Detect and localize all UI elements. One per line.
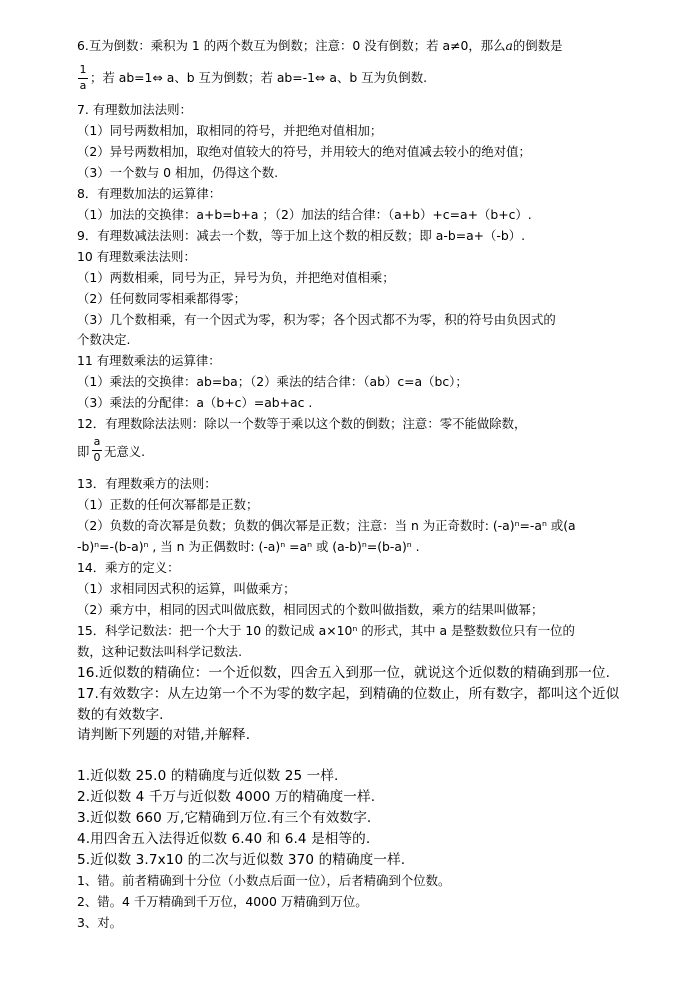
text-run: 即 bbox=[77, 444, 90, 459]
text-line: 个数决定. bbox=[77, 332, 131, 347]
question-1: 1.近似数 25.0 的精确度与近似数 25 一样. bbox=[77, 768, 339, 784]
text-line: （1）乘法的交换律：ab=ba；（2）乘法的结合律：（ab）c=a（bc）； bbox=[77, 374, 468, 389]
exercise-instruction: 请判断下列题的对错,并解释. bbox=[77, 727, 251, 743]
fraction-numerator: 1 bbox=[79, 63, 87, 76]
heading-division-rule: 12．有理数除法法则：除以一个数等于乘以这个数的倒数；注意：零不能做除数， bbox=[77, 416, 527, 431]
text-line: （1）加法的交换律：a+b=b+a ；（2）加法的结合律：（a+b）+c=a+（b+c）. bbox=[77, 207, 532, 222]
text-line: （1）求相同因式积的运算，叫做乘方； bbox=[77, 581, 296, 596]
answer-1: 1、错。前者精确到十分位（小数点后面一位），后者精确到个位数。 bbox=[77, 873, 451, 888]
variable-a: a bbox=[505, 38, 513, 53]
answer-3: 3、对。 bbox=[77, 915, 123, 930]
text-run: 无意义. bbox=[104, 444, 146, 459]
text-line: （1）正数的任何次幂都是正数； bbox=[77, 497, 259, 512]
heading-addition-rule: 7. 有理数加法法则： bbox=[77, 102, 192, 117]
text-line-reciprocal bbox=[77, 37, 562, 55]
text-line: （1）同号两数相加，取相同的符号，并把绝对值相加； bbox=[77, 123, 383, 138]
heading-scientific-notation: 15．科学记数法：把一个大于 10 的数记成 a×10ⁿ 的形式，其中 a 是整数数位只有一位的 bbox=[77, 623, 575, 638]
text-line: （2）异号两数相加，取绝对值较大的符号，并用较大的绝对值减去较小的绝对值； bbox=[77, 144, 531, 159]
question-2: 2.近似数 4 千万与近似数 4000 万的精确度一样. bbox=[77, 789, 376, 805]
answer-2: 2、错。4 千万精确到千万位，4000 万精确到万位。 bbox=[77, 894, 368, 909]
text-line: （3）一个数与 0 相加，仍得这个数. bbox=[77, 165, 279, 180]
text-line: （3）几个数相乘，有一个因式为零，积为零；各个因式都不为零，积的符号由负因式的 bbox=[77, 312, 556, 327]
heading-subtraction-rule: 9．有理数减法法则：减去一个数，等于加上这个数的相反数；即 a-b=a+（-b）. bbox=[77, 228, 526, 243]
heading-power-definition: 14．乘方的定义： bbox=[77, 560, 180, 575]
text-line: （2）负数的奇次幂是负数；负数的偶次幂是正数；注意：当 n 为正奇数时: (-a)ⁿ=-aⁿ 或(a bbox=[77, 518, 576, 533]
text-line: （2）任何数同零相乘都得零； bbox=[77, 291, 246, 306]
heading-significant-figures: 17.有效数字：从左边第一个不为零的数字起，到精确的位数止，所有数字，都叫这个近似 bbox=[77, 686, 620, 702]
text-line: 数，这种记数法叫科学记数法. bbox=[77, 644, 243, 659]
heading-power-rule: 13．有理数乘方的法则： bbox=[77, 476, 217, 491]
text-line: 数的有效数字. bbox=[77, 707, 164, 723]
text-line: （2）乘方中，相同的因式叫做底数，相同因式的个数叫做指数，乘方的结果叫做幂； bbox=[77, 602, 544, 617]
text-run: 6.互为倒数：乘积为 1 的两个数互为倒数；注意：0 没有倒数；若 a≠0，那么 bbox=[77, 38, 506, 53]
heading-multiplication-laws: 11 有理数乘法的运算律： bbox=[77, 353, 221, 368]
heading-multiplication-rule: 10 有理数乘法法则： bbox=[77, 249, 196, 264]
text-run: 的倒数是 bbox=[512, 38, 563, 53]
fraction-numerator: a bbox=[93, 435, 101, 448]
text-line: （3）乘法的分配律：a（b+c）=ab+ac . bbox=[77, 395, 313, 410]
question-4: 4.用四舍五入法得近似数 6.40 和 6.4 是相等的. bbox=[77, 831, 371, 847]
text-line: ；若 ab=1⇔ a、b 互为倒数；若 ab=-1⇔ a、b 互为负倒数. bbox=[90, 70, 428, 85]
fraction-denominator: 0 bbox=[93, 451, 101, 464]
heading-addition-laws: 8．有理数加法的运算律： bbox=[77, 186, 222, 201]
question-5: 5.近似数 3.7x10 的二次与近似数 370 的精确度一样. bbox=[77, 852, 406, 868]
heading-approximation: 16.近似数的精确位：一个近似数，四舍五入到那一位，就说这个近似数的精确到那一位. bbox=[77, 665, 611, 681]
text-line: -b)ⁿ=-(b-a)ⁿ , 当 n 为正偶数时: (-a)ⁿ =aⁿ 或 (a-b)ⁿ=(b-a)ⁿ . bbox=[77, 539, 420, 554]
text-line: （1）两数相乘，同号为正，异号为负，并把绝对值相乘； bbox=[77, 270, 395, 285]
fraction-denominator: a bbox=[79, 79, 87, 92]
question-3: 3.近似数 660 万,它精确到万位.有三个有效数字. bbox=[77, 810, 372, 826]
